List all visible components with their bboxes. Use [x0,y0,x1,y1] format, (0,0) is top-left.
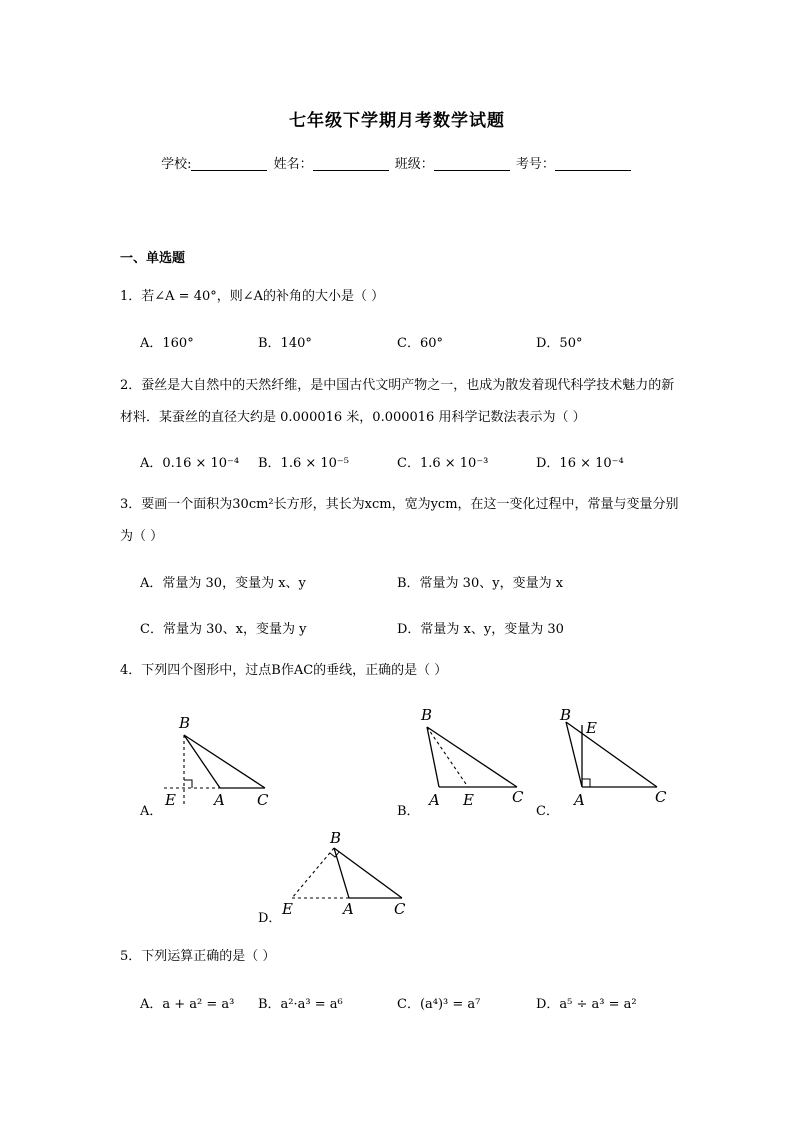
q5-option-d[interactable]: D．a⁵ ÷ a³ = a² [536,997,637,1012]
exam-no-label: 考号： [515,157,555,172]
figure-c [552,700,677,810]
figure-d [274,820,414,920]
page-title: 七年级下学期月考数学试题 [289,111,505,131]
fig-d-label-c: C [394,900,406,918]
q4-option-a[interactable]: A． [140,804,163,819]
q2-option-d[interactable]: D．16 × 10⁻⁴ [536,456,624,471]
fig-c-label-a: A [574,791,585,809]
fig-a-label-a: A [214,791,225,809]
fig-b-label-a: A [429,791,440,809]
question-5-stem: 5．下列运算正确的是（ ） [120,949,276,964]
fig-d-label-e: E [282,900,293,918]
school-blank[interactable] [191,157,267,171]
name-label: 姓名： [273,157,313,172]
q5-option-c[interactable]: C．(a⁴)³ = a⁷ [397,997,481,1012]
fig-a-label-c: C [257,791,269,809]
q5-option-a[interactable]: A．a + a² = a³ [140,997,235,1012]
fig-d-label-a: A [343,900,354,918]
figure-b [412,700,537,810]
fig-b-label-c: C [512,788,524,806]
q4-option-b[interactable]: B． [397,804,420,819]
q1-option-d[interactable]: D．50° [536,336,583,351]
q3-option-d[interactable]: D．常量为 x、y，变量为 30 [397,622,564,637]
q2-option-b[interactable]: B．1.6 × 10⁻⁵ [258,456,350,471]
fig-b-label-e: E [463,791,474,809]
q2-option-c[interactable]: C．1.6 × 10⁻³ [397,456,489,471]
figure-a [155,710,280,810]
class-label: 班级： [394,157,434,172]
q1-option-a[interactable]: A．160° [140,336,194,351]
fig-c-label-c: C [655,788,667,806]
student-info-row [0,153,794,172]
fig-b-label-b: B [421,706,433,724]
q5-option-b[interactable]: B．a²·a³ = a⁶ [258,997,343,1012]
q1-option-c[interactable]: C．60° [397,336,443,351]
question-2-stem: 2．蚕丝是大自然中的天然纤维，是中国古代文明产物之一，也成为散发着现代科学技术魅力的新材料．某蚕丝的直径大约是 0.000016 米，0.000016 用科学记数法表示为（ ） [120,378,675,425]
fig-c-label-e: E [586,719,597,737]
q4-option-c[interactable]: C． [536,804,559,819]
q2-option-a[interactable]: A．0.16 × 10⁻⁴ [140,456,240,471]
fig-a-label-e: E [165,791,176,809]
school-label: 学校: [161,157,192,172]
q3-option-a[interactable]: A．常量为 30，变量为 x、y [140,576,306,591]
question-3-stem: 3．要画一个面积为30cm²长方形，其长为xcm，宽为ycm，在这一变化过程中，常量与变量分别为（ ） [120,497,679,544]
q4-option-d[interactable]: D． [258,911,282,926]
q3-option-c[interactable]: C．常量为 30、x，变量为 y [140,622,307,637]
question-4-stem: 4．下列四个图形中，过点B作AC的垂线，正确的是（ ） [120,663,448,678]
q3-option-b[interactable]: B．常量为 30、y，变量为 x [397,576,564,591]
name-blank[interactable] [313,157,389,171]
fig-c-label-b: B [560,706,572,724]
fig-a-label-b: B [179,714,191,732]
section-heading: 一、单选题 [120,251,186,266]
exam-no-blank[interactable] [555,157,631,171]
class-blank[interactable] [434,157,510,171]
fig-d-label-b: B [330,829,342,847]
q1-option-b[interactable]: B．140° [258,336,312,351]
question-1-stem: 1．若∠A = 40°，则∠A的补角的大小是（ ） [120,289,385,304]
